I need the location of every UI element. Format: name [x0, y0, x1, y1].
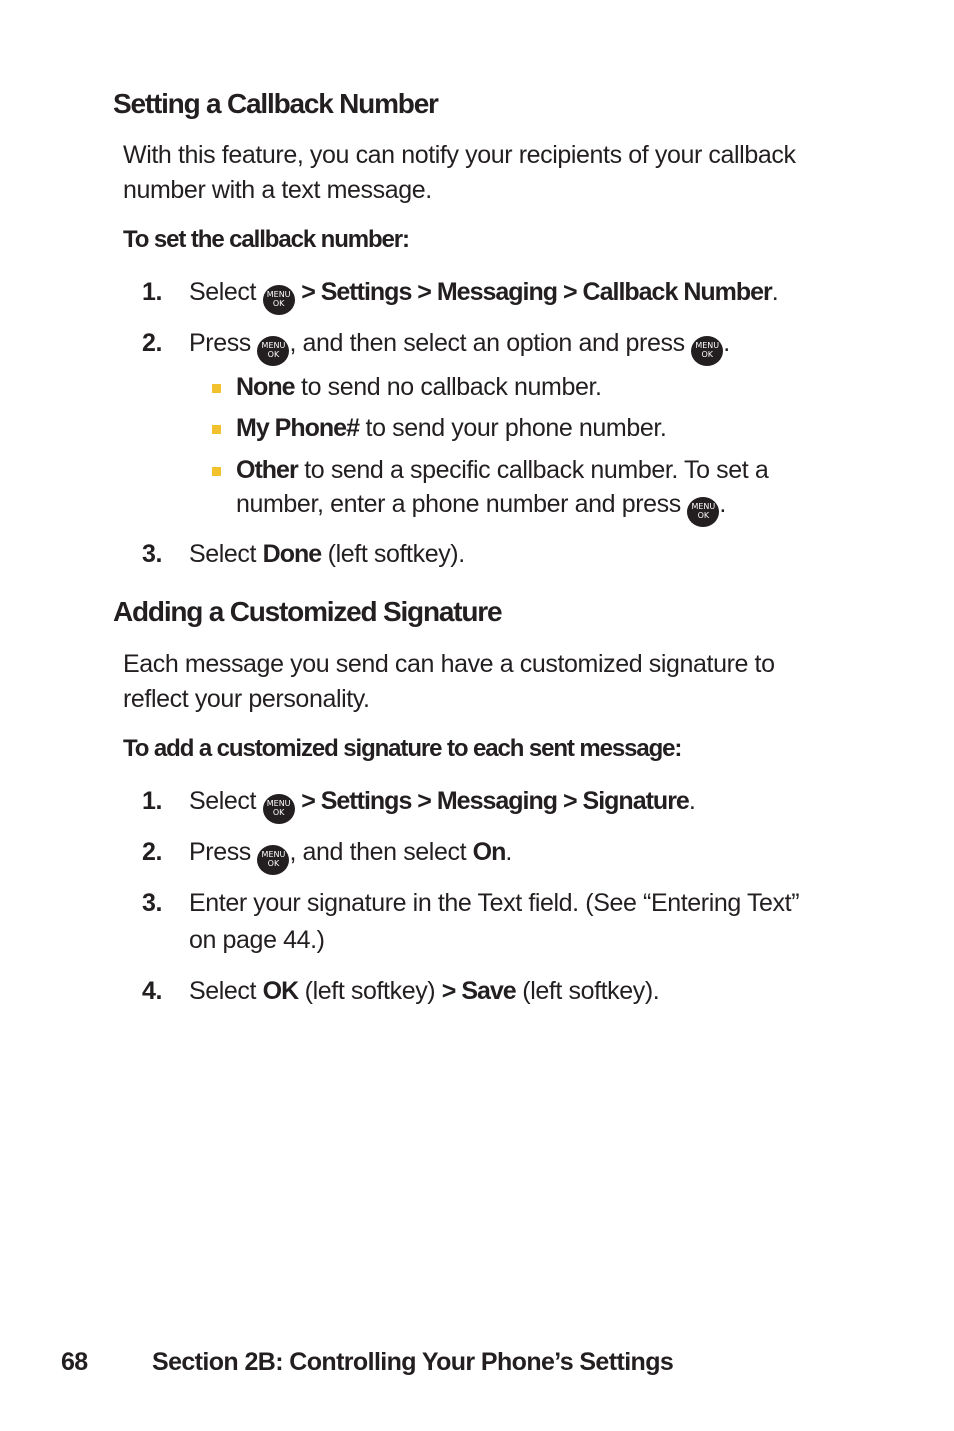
- heading-customized-signature: Adding a Customized Signature: [113, 596, 502, 627]
- lead-callback: To set the callback number:: [123, 226, 409, 253]
- intro-callback: With this feature, you can notify your recipients of your callback number with a text message.: [123, 141, 796, 204]
- step-signature-1: 1. Select MENU OK > Settings > Messaging > Signature.: [142, 783, 695, 824]
- menu-ok-key-icon: MENU OK: [257, 845, 289, 875]
- bullet-square-icon: [212, 467, 221, 476]
- menu-ok-key-icon: MENU OK: [263, 285, 295, 315]
- bullet-none: None to send no callback number.: [212, 370, 812, 404]
- section-footer: Section 2B: Controlling Your Phone’s Settings: [152, 1348, 674, 1376]
- step-number: 2.: [142, 838, 163, 866]
- menu-path: > Settings > Messaging > Callback Number: [301, 278, 772, 306]
- menu-ok-key-icon: MENU OK: [687, 497, 719, 527]
- step-callback-3: 3. Select Done (left softkey).: [142, 536, 465, 573]
- menu-ok-key-icon: MENU OK: [257, 336, 289, 366]
- menu-ok-key-icon: MENU OK: [263, 794, 295, 824]
- step-signature-4: 4. Select OK (left softkey) > Save (left softkey).: [142, 973, 659, 1010]
- step-number: 3.: [142, 889, 163, 917]
- intro-signature: Each message you send can have a customized signature to reflect your personality.: [123, 650, 775, 713]
- step-signature-3: 3. Enter your signature in the Text field. (See “Entering Text” on page 44.): [142, 885, 822, 959]
- step-number: 1.: [142, 787, 163, 815]
- page-number: 68: [61, 1348, 88, 1376]
- bullet-other: Other to send a specific callback number. To set a number, enter a phone number and press MENU OK .: [212, 453, 812, 527]
- step-number: 1.: [142, 278, 163, 306]
- heading-callback-number: Setting a Callback Number: [113, 88, 438, 119]
- bullet-my-phone: My Phone# to send your phone number.: [212, 411, 812, 445]
- step-number: 3.: [142, 540, 163, 568]
- menu-ok-key-icon: MENU OK: [691, 336, 723, 366]
- lead-signature: To add a customized signature to each sent message:: [123, 735, 682, 762]
- step-signature-2: 2. Press MENU OK , and then select On.: [142, 834, 512, 875]
- step-number: 4.: [142, 977, 163, 1005]
- menu-path: > Settings > Messaging > Signature: [301, 787, 689, 815]
- bullet-square-icon: [212, 425, 221, 434]
- step-callback-2: 2. Press MENU OK , and then select an option and press MENU OK .: [142, 325, 730, 366]
- step-callback-1: 1. Select MENU OK > Settings > Messaging > Callback Number.: [142, 274, 778, 315]
- bullet-square-icon: [212, 384, 221, 393]
- step-number: 2.: [142, 329, 163, 357]
